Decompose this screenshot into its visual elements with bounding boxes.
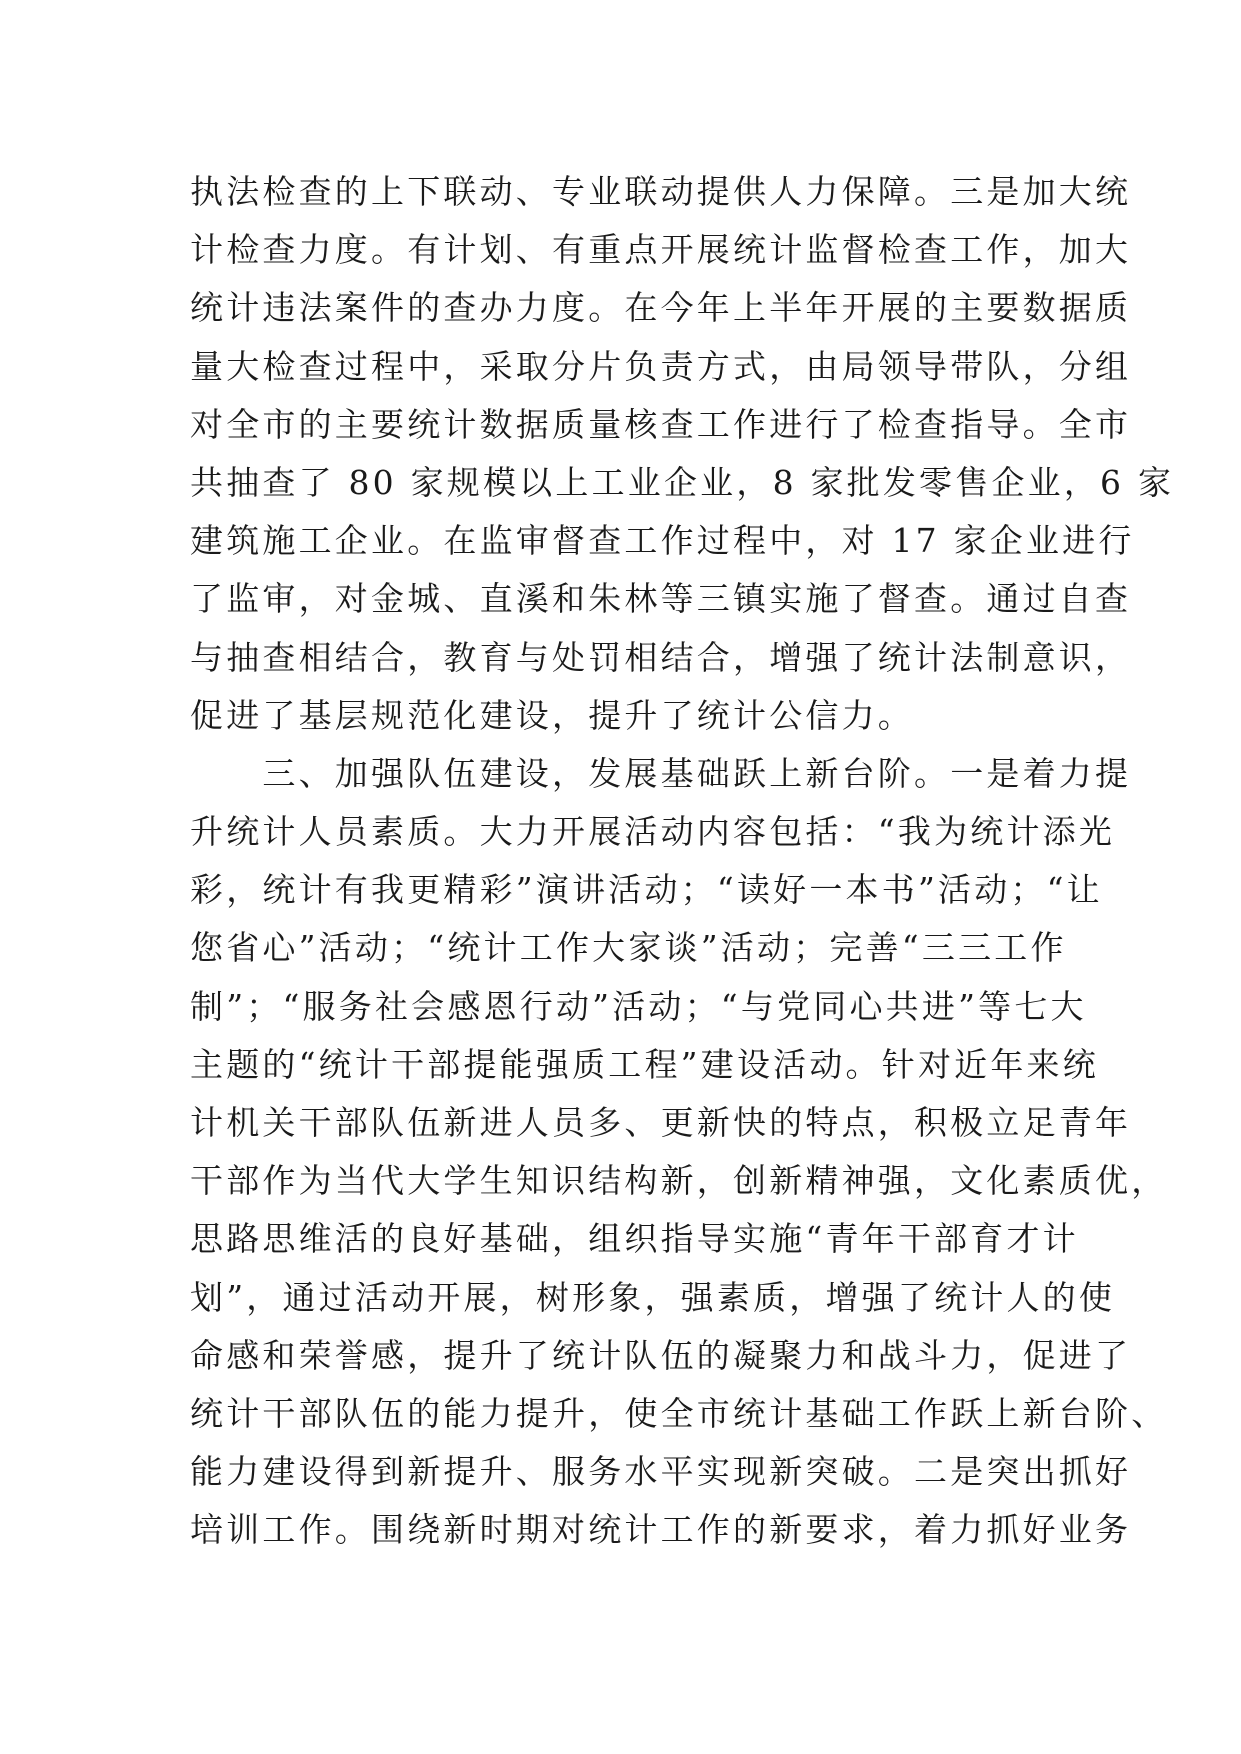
text-line: 主题的“统计干部提能强质工程”建设活动。针对近年来统	[190, 1044, 1099, 1084]
text-line: 统计违法案件的查办力度。在今年上半年开展的主要数据质	[190, 288, 1132, 328]
body-text	[190, 163, 1175, 1560]
text-line: 对全市的主要统计数据质量核查工作进行了检查指导。全市	[190, 404, 1132, 444]
text-line: 建筑施工企业。在监审督查工作过程中，对 17 家企业进行	[190, 521, 1135, 561]
text-line: 计机关干部队伍新进人员多、更新快的特点，积极立足青年	[190, 1103, 1132, 1142]
text-line: 培训工作。围绕新时期对统计工作的新要求，着力抓好业务	[190, 1510, 1132, 1550]
text-line: 共抽查了 80 家规模以上工业企业，8 家批发零售企业，6 家	[190, 462, 1175, 502]
text-line: 统计干部队伍的能力提升，使全市统计基础工作跃上新台阶、	[190, 1393, 1168, 1433]
text-line: 三、加强队伍建设，发展基础跃上新台阶。一是着力提	[190, 753, 1132, 793]
text-line: 了监审，对金城、直溪和朱林等三镇实施了督查。通过自查	[190, 579, 1132, 619]
text-line: 能力建设得到新提升、服务水平实现新突破。二是突出抓好	[190, 1452, 1132, 1492]
text-line: 计检查力度。有计划、有重点开展统计监督检查工作，加大	[190, 230, 1132, 270]
text-line: 您省心”活动；“统计工作大家谈”活动；完善“三三工作	[190, 928, 1067, 968]
text-line: 促进了基层规范化建设，提升了统计公信力。	[190, 695, 914, 735]
text-line: 思路思维活的良好基础，组织指导实施“青年干部育才计	[190, 1219, 1079, 1259]
text-line: 与抽查相结合，教育与处罚相结合，增强了统计法制意识，	[190, 637, 1132, 677]
text-line: 升统计人员素质。大力开展活动内容包括：“我为统计添光	[190, 812, 1116, 852]
text-line: 划”，通过活动开展，树形象，强素质，增强了统计人的使	[190, 1277, 1116, 1317]
text-line: 命感和荣誉感，提升了统计队伍的凝聚力和战斗力，促进了	[190, 1335, 1132, 1375]
text-line: 量大检查过程中，采取分片负责方式，由局领导带队，分组	[190, 346, 1132, 386]
text-line: 制”；“服务社会感恩行动”活动；“与党同心共进”等七大	[190, 986, 1087, 1026]
text-line: 执法检查的上下联动、专业联动提供人力保障。三是加大统	[190, 172, 1132, 211]
text-line: 干部作为当代大学生知识结构新，创新精神强，文化素质优，	[190, 1161, 1168, 1201]
text-line: 彩，统计有我更精彩”演讲活动；“读好一本书”活动；“让	[190, 870, 1103, 910]
